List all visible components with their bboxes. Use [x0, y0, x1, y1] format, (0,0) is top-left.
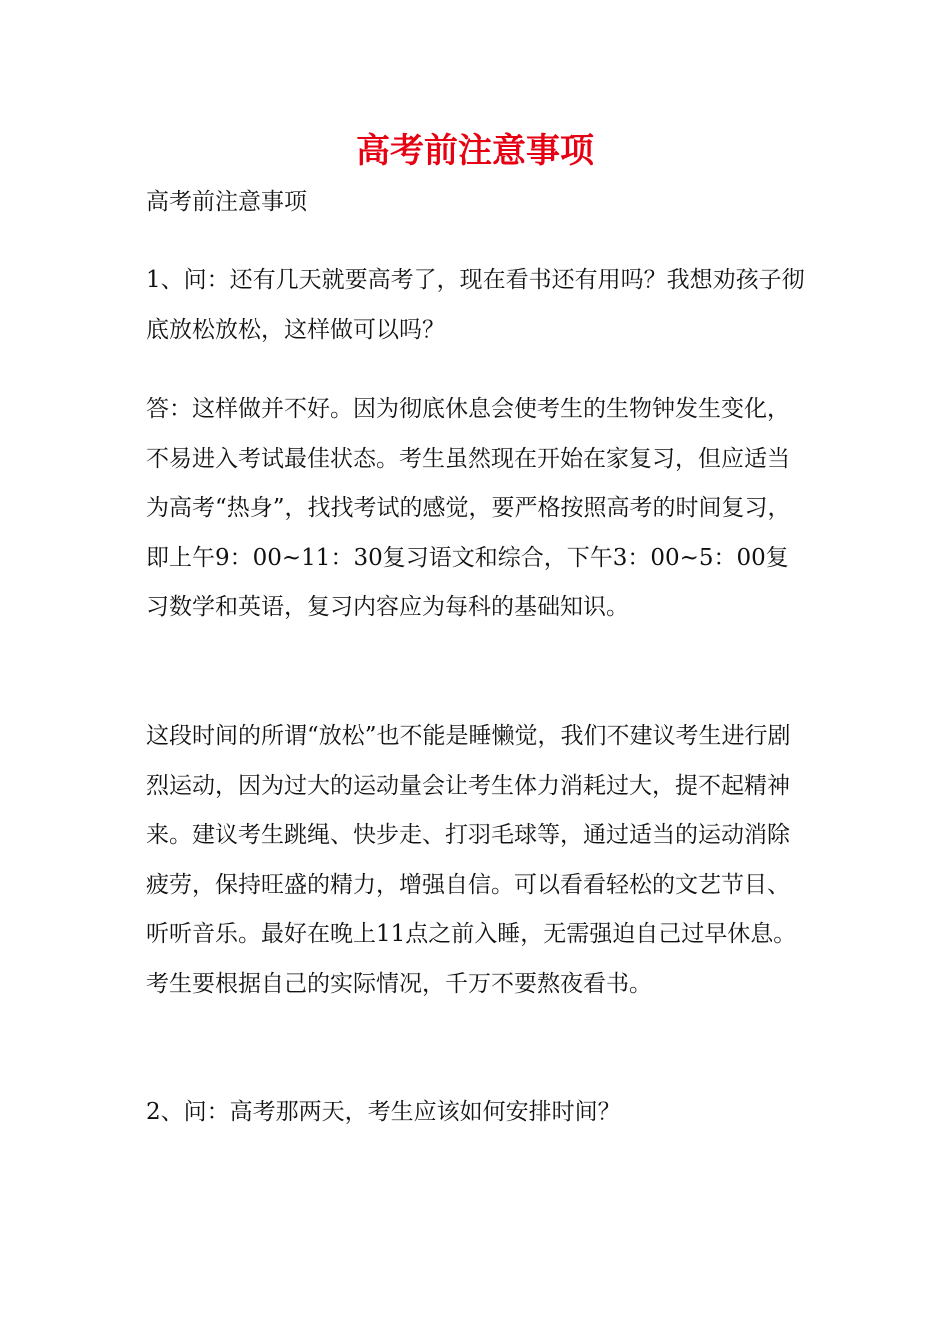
answer-1-paragraph: 答：这样做并不好。因为彻底休息会使考生的生物钟发生变化，不易进入考试最佳状态。考生虽然现在开始在家复习，但应适当为高考“热身”，找找考试的感觉，要严格按照高考的时间复习，即上午9：00~11：30复习语文和综合，下午3：00~5：00复习数学和英语，复习内容应为每科的基础知识。	[146, 396, 791, 620]
document-subtitle: 高考前注意事项	[146, 189, 307, 215]
document-title: 高考前注意事项	[356, 131, 594, 171]
relaxation-advice-paragraph: 这段时间的所谓“放松”也不能是睡懒觉，我们不建议考生进行剧烈运动，因为过大的运动量会让考生体力消耗过大，提不起精神来。建议考生跳绳、快步走、打羽毛球等，通过适当的运动消除疲劳，保持旺盛的精力，增强自信。可以看看轻松的文艺节目、听听音乐。最好在晚上11点之前入睡，无需强迫自己过早休息。考生要根据自己的实际情况，千万不要熬夜看书。	[146, 723, 797, 997]
question-1-paragraph: 1、问：还有几天就要高考了，现在看书还有用吗？我想劝孩子彻底放松放松，这样做可以吗？	[146, 267, 805, 343]
question-2-paragraph: 2、问：高考那两天，考生应该如何安排时间？	[146, 1099, 621, 1125]
